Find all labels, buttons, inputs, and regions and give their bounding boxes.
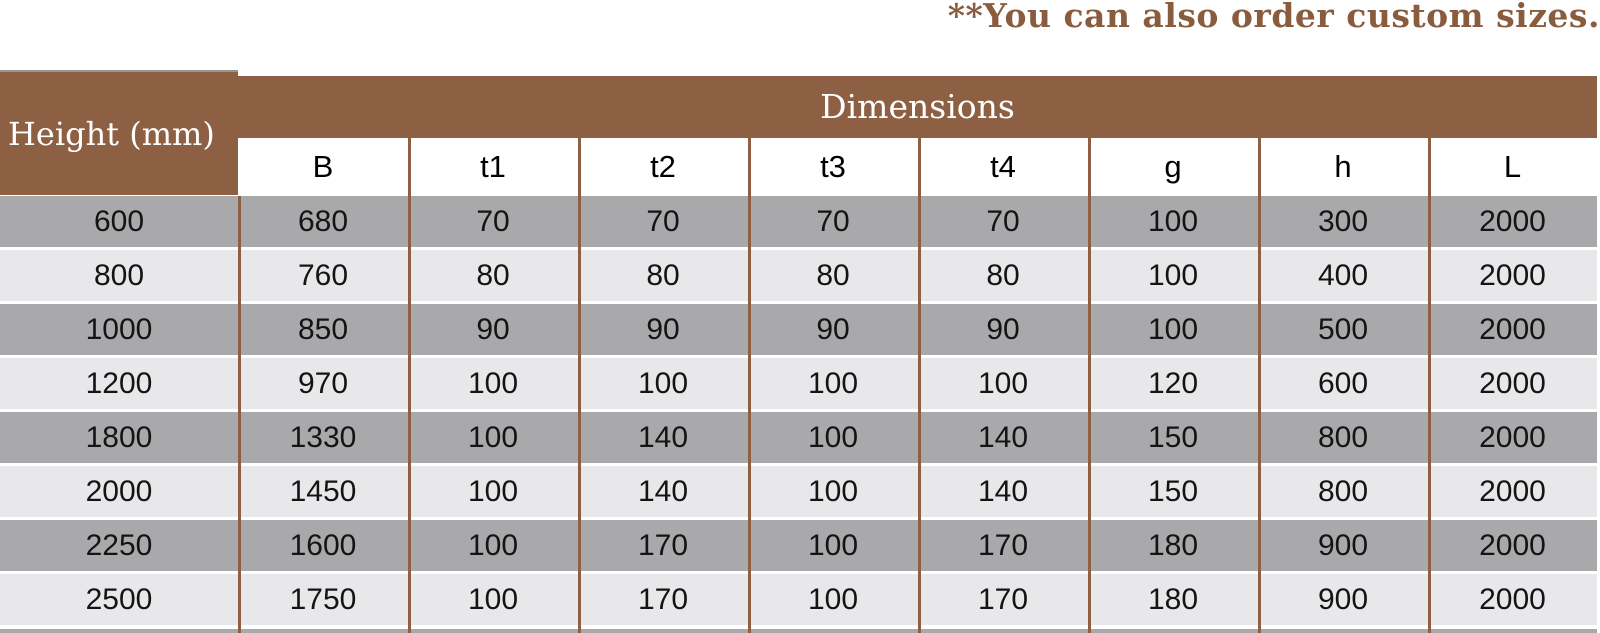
column-divider xyxy=(1088,138,1091,633)
table-cell: 2000 xyxy=(1428,304,1597,355)
table-cell: 180 xyxy=(1088,574,1258,625)
table-cell: 170 xyxy=(578,574,748,625)
table-cell: 850 xyxy=(238,304,408,355)
height-cell: 2500 xyxy=(0,574,238,625)
table-cell: 80 xyxy=(408,250,578,301)
table-cell: 100 xyxy=(408,358,578,409)
column-divider xyxy=(918,138,921,633)
table-cell: 70 xyxy=(578,196,748,247)
height-cell: 1200 xyxy=(0,358,238,409)
table-cell: 90 xyxy=(578,304,748,355)
table-cell: 800 xyxy=(1258,466,1428,517)
table-cell: 2000 xyxy=(1428,574,1597,625)
table-cell: 1750 xyxy=(238,574,408,625)
height-cell: 600 xyxy=(0,196,238,247)
table-cell: 500 xyxy=(1258,304,1428,355)
table-cell: 2000 xyxy=(1428,358,1597,409)
table-cell: 80 xyxy=(748,250,918,301)
table-cell: 400 xyxy=(1258,250,1428,301)
table-cell: 70 xyxy=(408,196,578,247)
column-header-l: L xyxy=(1503,149,1522,184)
table-cell: 1600 xyxy=(238,520,408,571)
table-cell: 170 xyxy=(918,574,1088,625)
height-column-header: Height (mm) xyxy=(0,70,238,195)
table-cell: 90 xyxy=(918,304,1088,355)
table-cell: 140 xyxy=(578,466,748,517)
table-cell: 100 xyxy=(748,574,918,625)
column-divider xyxy=(748,138,751,633)
table-cell: 100 xyxy=(408,520,578,571)
table-cell: 80 xyxy=(918,250,1088,301)
table-cell: 2000 xyxy=(1428,250,1597,301)
table-cell: 80 xyxy=(578,250,748,301)
column-header-t2: t2 xyxy=(650,149,676,184)
group-header-label: Dimensions xyxy=(820,87,1015,126)
column-header-t1: t1 xyxy=(480,149,506,184)
table-cell: 70 xyxy=(918,196,1088,247)
table-cell: 600 xyxy=(1258,358,1428,409)
table-cell: 970 xyxy=(238,358,408,409)
table-cell: 120 xyxy=(1088,358,1258,409)
table-cell: 1450 xyxy=(238,466,408,517)
table-cell: 100 xyxy=(1088,196,1258,247)
table-cell: 2000 xyxy=(1428,520,1597,571)
column-divider xyxy=(1258,138,1261,633)
dimensions-table xyxy=(0,70,1597,633)
table-cell: 100 xyxy=(578,358,748,409)
table-cell: 900 xyxy=(1258,520,1428,571)
table-cell: 2000 xyxy=(1428,466,1597,517)
table-cell: 100 xyxy=(408,574,578,625)
table-cell: 760 xyxy=(238,250,408,301)
table-cell: 150 xyxy=(1088,466,1258,517)
table-cell: 1330 xyxy=(238,412,408,463)
height-cell: 2000 xyxy=(0,466,238,517)
column-divider xyxy=(578,138,581,633)
column-header-h: h xyxy=(1334,149,1352,184)
height-cell: 800 xyxy=(0,250,238,301)
column-header-t4: t4 xyxy=(990,149,1016,184)
table-cell: 140 xyxy=(918,412,1088,463)
table-cell: 180 xyxy=(1088,520,1258,571)
table-cell: 100 xyxy=(748,520,918,571)
table-cell: 170 xyxy=(918,520,1088,571)
table-cell: 680 xyxy=(238,196,408,247)
height-cell: 2250 xyxy=(0,520,238,571)
column-divider xyxy=(238,196,241,633)
height-cell: 1800 xyxy=(0,412,238,463)
column-header-t3: t3 xyxy=(820,149,846,184)
table-cell: 100 xyxy=(408,466,578,517)
table-cell: 300 xyxy=(1258,196,1428,247)
table-cell: 70 xyxy=(748,196,918,247)
table-cell: 900 xyxy=(1258,574,1428,625)
table-cell: 100 xyxy=(748,466,918,517)
table-cell: 90 xyxy=(748,304,918,355)
table-cell: 800 xyxy=(1258,412,1428,463)
table-cell: 100 xyxy=(748,412,918,463)
table-cell: 170 xyxy=(578,520,748,571)
table-cell: 90 xyxy=(408,304,578,355)
table-cell: 140 xyxy=(918,466,1088,517)
table-cell: 150 xyxy=(1088,412,1258,463)
custom-sizes-note: **You can also order custom sizes. xyxy=(947,0,1600,35)
table-cell: 2000 xyxy=(1428,412,1597,463)
table-cell: 2000 xyxy=(1428,196,1597,247)
column-header-g: g xyxy=(1164,149,1182,184)
column-divider xyxy=(408,138,411,633)
table-cell: 100 xyxy=(408,412,578,463)
table-cell: 100 xyxy=(748,358,918,409)
column-header-b: B xyxy=(312,149,334,184)
height-cell: 1000 xyxy=(0,304,238,355)
table-cell: 100 xyxy=(1088,250,1258,301)
table-cell: 100 xyxy=(918,358,1088,409)
column-divider xyxy=(1428,138,1431,633)
table-cell: 140 xyxy=(578,412,748,463)
table-cell: 100 xyxy=(1088,304,1258,355)
